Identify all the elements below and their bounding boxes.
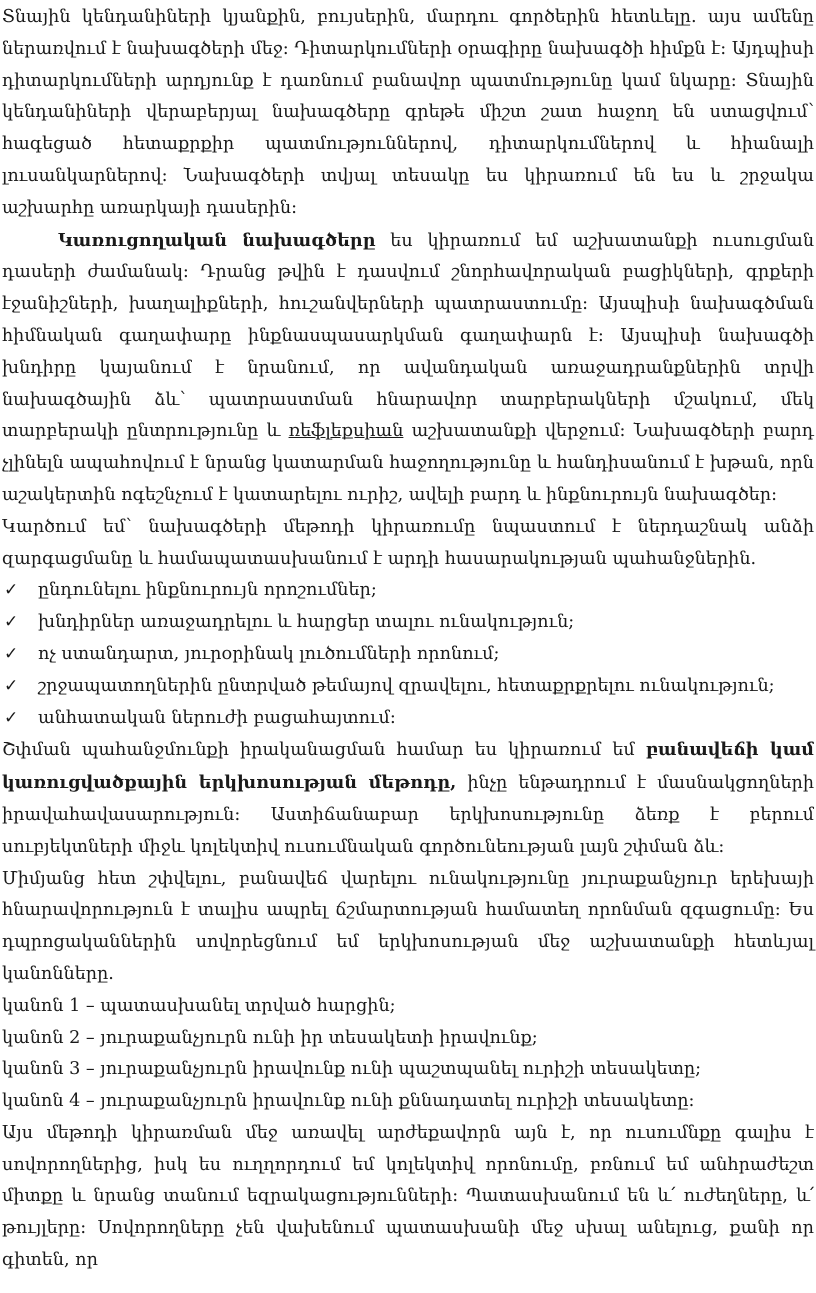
checklist-item bbox=[4, 671, 814, 703]
check-mark-icon: ✓ bbox=[4, 675, 19, 696]
check-mark-icon: ✓ bbox=[4, 612, 19, 633]
checklist-item-text: ոչ ստանդարտ, յուրօրինակ լուծումների որոնում; bbox=[38, 643, 500, 664]
checklist-item bbox=[4, 607, 814, 639]
paragraph-text: ինչը ենթադրում է մասնակցողների իրավահավասարություն: Աստիճանաբար երկխոսությունը ձեռք է բերում սուբյեկտների միջև կոլեկտիվ ուսումնական գործունեության լայն շփման ձև: bbox=[2, 773, 815, 857]
paragraph-pets-projects: Տնային կենդանիների կյանքին, բույսերին, մարդու գործերին հետևելը. այս ամենը ներառվում է նախագծերի մեջ: Դիտարկումների օրագիրը նախագծի հիմքն է: Այդպիսի դիտարկումների արդյունք է դառնում բանավոր պատմությունը կամ նկարը: Տնային կենդանիների վերաբերյալ նախագծերը գրեթե միշտ շատ հաջող են ստացվում՝ հագեցած հետաքրքիր պատմություններով, դիտարկումներով և հիանալի լուսանկարներով: Նախագծերի տվյալ տեսակը ես կիրառում են ես և շրջակա աշխարհը առարկայի դասերին: bbox=[2, 7, 814, 218]
term-reflection: ռեֆլեքսիան bbox=[288, 421, 404, 442]
checklist-item bbox=[4, 575, 814, 607]
paragraph-project-method: Կարծում եմ՝ նախագծերի մեթոդի կիրառումը նպաստում է ներդաշնակ անձի զարգացմանը և համապատասխանում է արդի հասարակության պահանջներին. bbox=[2, 516, 814, 569]
paragraph-dialogue-method bbox=[2, 734, 814, 863]
rule-item: կանոն 2 – յուրաքանչյուրն ունի իր տեսակետի իրավունք; bbox=[2, 1027, 538, 1048]
term-constructive-projects: Կառուցողական նախագծերը bbox=[58, 229, 376, 251]
paragraph-dialogue-rules-intro: Միմյանց հետ շփվելու, բանավեճ վարելու ունակությունը յուրաքանչյուր երեխայի հնարավորություն է տալիս ապրել ճշմարտության համատեղ որոնման զգացումը: Ես դպրոցականներին սովորեցնում եմ երկխոսության մեջ աշխատանքի հետևյալ կանոնները. bbox=[2, 868, 814, 984]
rule-item: կանոն 4 – յուրաքանչյուրն իրավունք ունի քննադատել ուրիշի տեսակետը: bbox=[2, 1091, 695, 1112]
paragraph-text: Շփման պահանջմունքի իրականացման համար ես կիրառում եմ bbox=[2, 740, 646, 761]
checklist-item-text: շրջապատողներին ընտրված թեմայով զրավելու, հետաքրքրելու ունակություն; bbox=[38, 675, 775, 696]
paragraph-text: ես կիրառում եմ աշխատանքի ուսուցման դասերի ժամանակ: Դրանց թվին է դասվում շնորհավորական բացիկների, գրքերի էջանիշների, խաղալիքների, հուշանվերների պատրաստումը: Այսպիսի նախագծման հիմնական գաղափարը ինքնասպասարկման գաղափարն է: Այսպիսի նախագծի խնդիրը կայանում է նրանում, որ ավանդական առաջադրանքներին տրվի նախագծային ձև՝ պատրաստման հնարավոր տարբերակների մշակում, մեկ տարբերակի ընտրությունը և bbox=[2, 230, 814, 442]
paragraph-method-value: Այս մեթոդի կիրառման մեջ առավել արժեքավորն այն է, որ ուսումնքը գալիս է սովորողներից, իսկ ես ուղղորդում եմ կոլեկտիվ որոնումը, բռնում եմ անհրաժեշտ միտքը և նրանց տանում եզրակացությունների: Պատասխանում են և՛ ուժեղները, և՛ թույլերը: Սովորողները չեն վախենում պատասխանի մեջ սխալ անելուց, քանի որ գիտեն, որ bbox=[2, 1122, 814, 1271]
rule-item: կանոն 3 – յուրաքանչյուրն իրավունք ունի պաշտպանել ուրիշի տեսակետը; bbox=[2, 1059, 702, 1080]
checklist-item-text: ընդունելու ինքնուրույն որոշումներ; bbox=[38, 580, 377, 601]
paragraph-text: աշխատանքի վերջում: Նախագծերի բարդ չլինելն ապահովում է նրանց կատարման հաջողությունը և հանդիսանում է խթան, որն աշակերտին ոգեշնչում է կատարելու ուրիշ, ավելի բարդ և ինքնուրույն նախագծեր: bbox=[2, 421, 814, 505]
check-mark-icon: ✓ bbox=[4, 707, 19, 728]
checklist-item-text: խնդիրներ առաջադրելու և հարցեր տալու ունակություն; bbox=[38, 612, 575, 633]
checklist-item-text: անհատական ներուժի բացահայտում: bbox=[38, 707, 396, 728]
check-mark-icon: ✓ bbox=[4, 643, 19, 664]
checklist-item bbox=[4, 639, 814, 671]
paragraph-constructive-projects bbox=[2, 225, 814, 512]
check-mark-icon: ✓ bbox=[4, 580, 19, 601]
rule-item: կանոն 1 – պատասխանել տրված հարցին; bbox=[2, 995, 396, 1016]
term-dialogue-method: բանավեճի կամ կառուցվածքային երկխոսության մեթոդը, bbox=[2, 739, 815, 794]
skills-checklist bbox=[2, 575, 814, 734]
checklist-item bbox=[4, 703, 814, 735]
